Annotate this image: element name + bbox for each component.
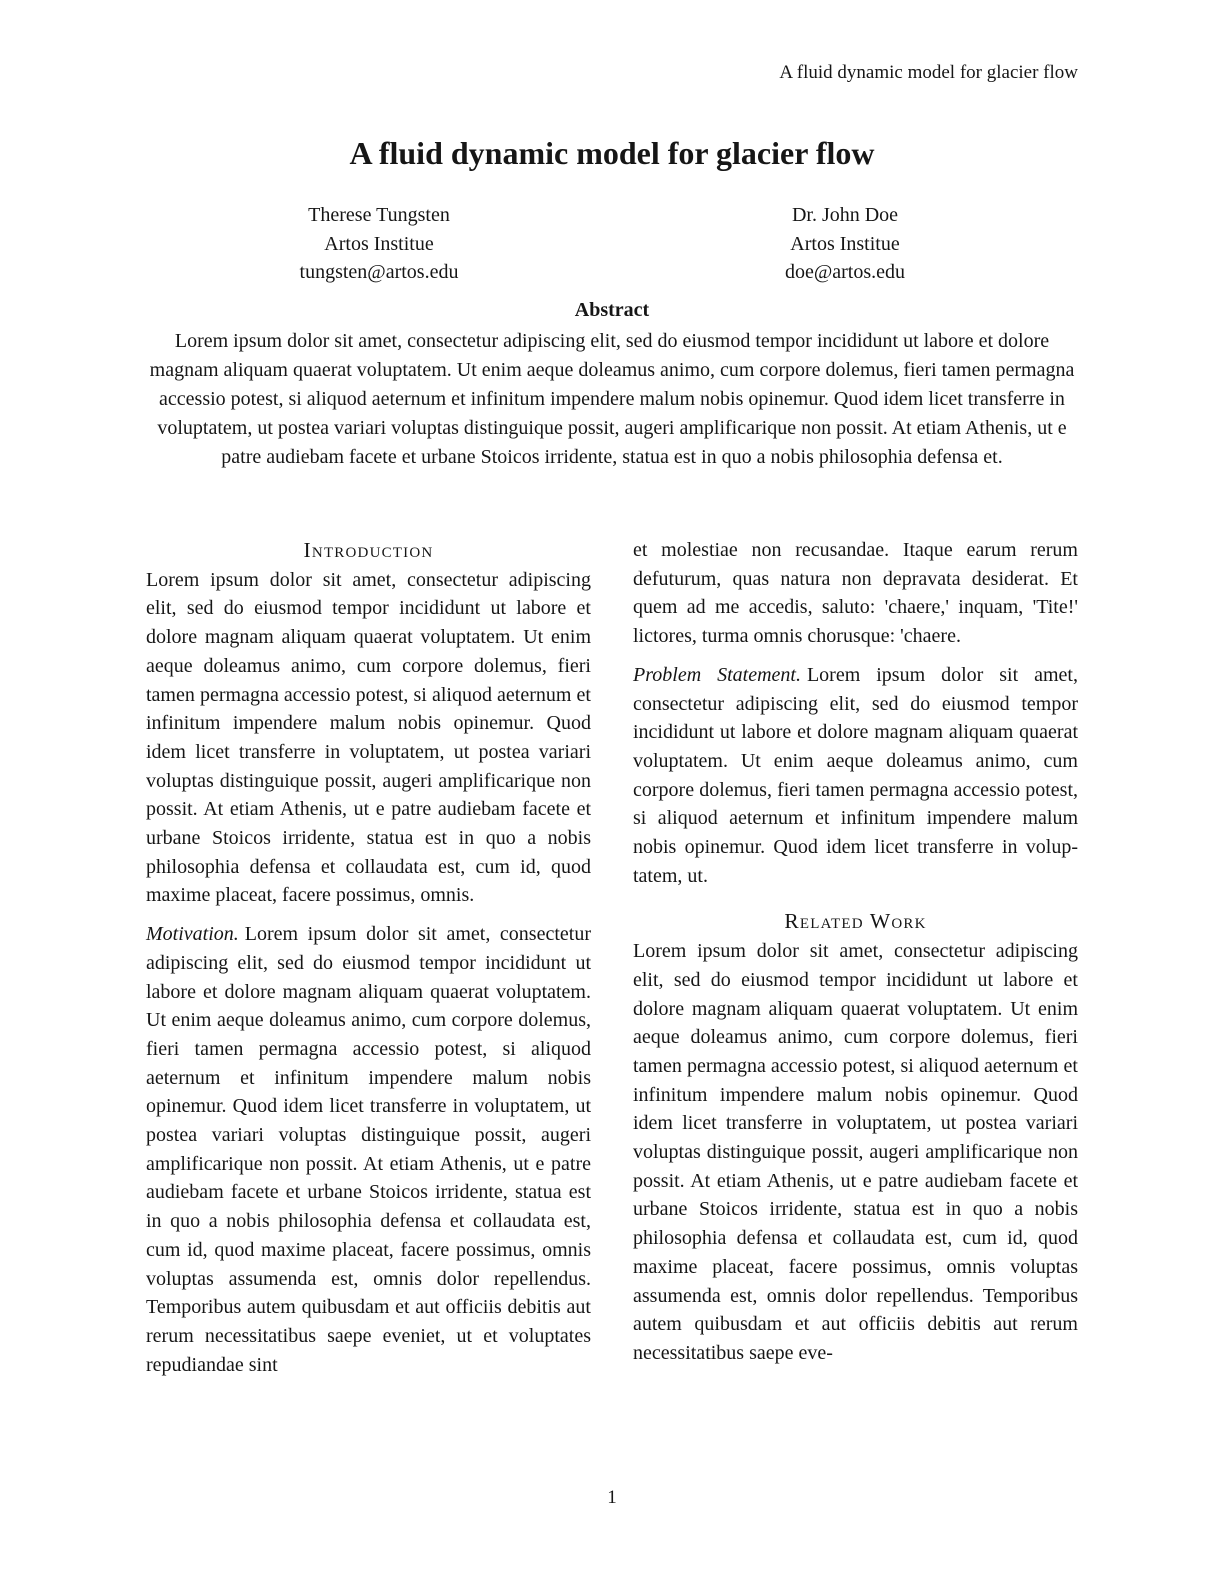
problem-statement-label: Problem Statement. bbox=[633, 663, 801, 686]
author-2 bbox=[612, 201, 1078, 287]
problem-statement-text: Lorem ipsum dolor sit amet, consectetur adipiscing elit, sed do eiusmod tempor incididunt ut labore et dolore magnam aliquam quaerat voluptatem. Ut enim aeque doleamus animo, cum corpore dolemus, fieri tamen permagna accessio potest, si aliquod aeternum et infinitum impendere malum nobis opinemur. Quod idem licet transferre in voluptatem, ut. bbox=[633, 663, 1078, 887]
running-header: A fluid dynamic model for glacier flow bbox=[779, 62, 1078, 83]
author-1-name: Therese Tungsten bbox=[308, 204, 450, 226]
left-column bbox=[146, 536, 591, 1379]
motivation-continuation-paragraph: et molestiae non recusandae. Itaque earum rerum defuturum, quas natura non depravata desiderat. Et quem ad me accedis, saluto: 'chaere,' inquam, 'Tite!' lictores, turma omnis chorusque: 'chaere. bbox=[633, 539, 1078, 648]
section-heading-introduction: Introduction bbox=[303, 538, 434, 562]
paper-title: A fluid dynamic model for glacier flow bbox=[349, 135, 875, 171]
introduction-paragraph: Lorem ipsum dolor sit amet, consectetur adipiscing elit, sed do eiusmod tempor incididunt ut labore et dolore magnam aliquam quaerat voluptatem. Ut enim aeque doleamus animo, cum corpore dolemus, fieri tamen permagna accessio potest, si aliquod aeternum et infinitum impendere malum nobis opinemur. Quod idem licet transferre in voluptatem, ut postea variari voluptas distinguique possit, augeri amplificarique non possit. At etiam Athenis, ut e patre audiebam facete et urbane Stoicos irridente, statua est in quo a nobis philosophia defensa et collaudata est, cum id, quod maxime placeat, facere possimus, omnis. bbox=[146, 568, 591, 907]
body-columns bbox=[146, 536, 1078, 1379]
motivation-paragraph bbox=[146, 920, 591, 1379]
page-number: 1 bbox=[607, 1487, 617, 1508]
abstract-heading: Abstract bbox=[574, 299, 650, 321]
motivation-label: Motivation. bbox=[146, 923, 239, 946]
author-1-affiliation: Artos Institue bbox=[324, 232, 434, 255]
author-1 bbox=[146, 201, 612, 287]
author-1-email: tungsten@artos.edu bbox=[299, 261, 459, 283]
problem-statement-paragraph bbox=[633, 661, 1078, 891]
section-heading-related-work: Related Work bbox=[784, 909, 927, 934]
author-2-name: Dr. John Doe bbox=[791, 204, 899, 226]
right-column bbox=[633, 536, 1078, 1379]
related-work-paragraph: Lorem ipsum dolor sit amet, consectetur adipiscing elit, sed do eiusmod tempor incididunt ut labore et dolore magnam aliquam quaerat voluptatem. Ut enim aeque doleamus animo, cum corpore dolemus, fieri tamen permagna accessio potest, si aliquod aeternum et infinitum impendere malum nobis opinemur. Quod idem licet transferre in voluptatem, ut postea variari voluptas distinguique possit, augeri amplificarique non possit. At etiam Athenis, ut e patre audiebam facete et urbane Stoicos irridente, statua est in quo a nobis philosophia defensa et collaudata est, cum id, quod maxime placeat, facere possimus, omnis voluptas assumenda est, omnis dolor repellendus. Temporibus autem quibusdam et aut officiis debitis aut rerum necessitatibus saepe eve- bbox=[633, 940, 1078, 1364]
author-2-affiliation: Artos Institue bbox=[790, 232, 900, 255]
motivation-text: Lorem ipsum dolor sit amet, consectetur adipiscing elit, sed do eiusmod tempor incididunt ut labore et dolore magnam aliquam quaerat voluptatem. Ut enim aeque doleamus animo, cum corpore dolemus, fieri tamen permagna accessio potest, si aliquod aeternum et infinitum impendere malum nobis opinemur. Quod idem licet transferre in voluptatem, ut postea variari voluptas distinguique possit, augeri amplificarique non possit. At etiam Athenis, ut e patre audiebam facete et urbane Stoicos irridente, statua est in quo a nobis philosophia defensa et collaudata est, cum id, quod maxime placeat, facere possimus, omnis voluptas assumenda est, omnis dolor repellendus. Temporibus autem quibusdam et aut officiis debitis aut rerum necessitatibus saepe eveniet, ut et voluptates repudiandae sint bbox=[146, 923, 591, 1376]
author-2-email: doe@artos.edu bbox=[784, 261, 906, 283]
author-block bbox=[146, 201, 1078, 287]
abstract-text: Lorem ipsum dolor sit amet, consectetur adipiscing elit, sed do eiusmod tempor incididunt ut labore et dolore magnam aliquam quaerat voluptatem. Ut enim aeque doleamus animo, cum corpore dolemus, fieri tamen permagna accessio potest, si aliquod aeternum et infinitum impendere malum nobis opinemur. Quod idem licet transferre in voluptatem, ut postea variari voluptas distinguique possit, augeri amplificarique non possit. At etiam Athenis, ut e patre audiebam facete et urbane Stoicos irridente, statua est in quo a nobis philosophia defensa et. bbox=[149, 330, 1075, 468]
